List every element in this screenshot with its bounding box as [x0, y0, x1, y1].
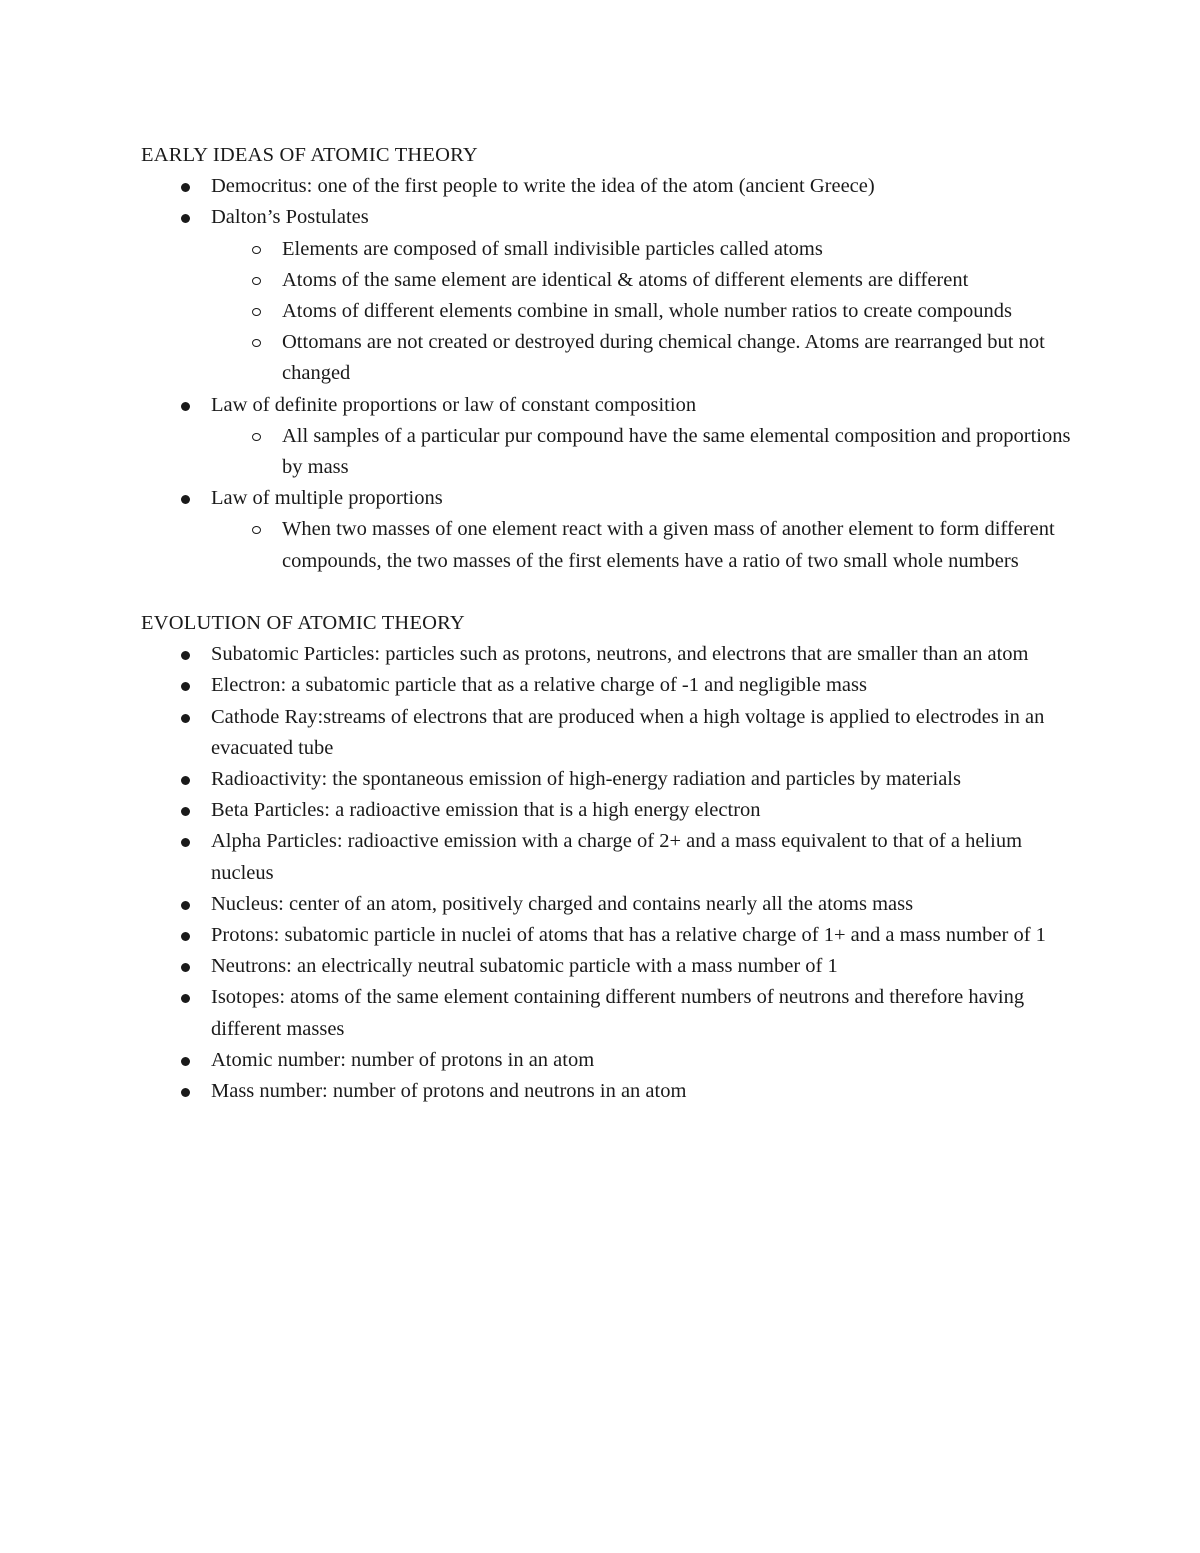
bullet-icon [181, 714, 190, 723]
list-item-text: Beta Particles: a radioactive emission that is a high energy electron [211, 799, 761, 822]
list-item [141, 889, 1071, 920]
list-item [141, 982, 1071, 1044]
bullet-icon [181, 651, 190, 660]
hollow-bullet-icon [252, 246, 261, 254]
sub-list-item [211, 296, 1071, 327]
bullet-icon [181, 807, 190, 816]
list-item-text: Dalton’s Postulates [211, 206, 369, 229]
hollow-bullet-icon [252, 433, 261, 441]
list-item [141, 483, 1071, 577]
bullet-icon [181, 682, 190, 691]
sub-list-item [211, 265, 1071, 296]
sub-list-item [211, 421, 1071, 483]
list-item-text: Democritus: one of the first people to write the idea of the atom (ancient Greece) [211, 175, 875, 198]
list-item-text: Alpha Particles: radioactive emission with a charge of 2+ and a mass equivalent to that of a helium nucleus [211, 830, 1023, 884]
bullet-icon [181, 1057, 190, 1066]
list-item-text: Nucleus: center of an atom, positively charged and contains nearly all the atoms mass [211, 892, 914, 915]
list-item [141, 390, 1071, 484]
bullet-icon [181, 495, 190, 504]
list-item-text: Subatomic Particles: particles such as protons, neutrons, and electrons that are smaller than an atom [211, 643, 1029, 666]
hollow-bullet-icon [252, 277, 261, 285]
bullet-icon [181, 838, 190, 847]
bullet-icon [181, 183, 190, 192]
document-page [141, 140, 1071, 1107]
list-item-text: Radioactivity: the spontaneous emission of high-energy radiation and particles by materials [211, 768, 961, 791]
list-item-text: Atomic number: number of protons in an atom [211, 1048, 595, 1071]
hollow-bullet-icon [252, 526, 261, 534]
list-item [141, 1045, 1071, 1076]
section-heading: EVOLUTION OF ATOMIC THEORY [141, 612, 465, 635]
list-item [141, 202, 1071, 389]
list-item-text: Neutrons: an electrically neutral subatomic particle with a mass number of 1 [211, 955, 838, 978]
bullet-icon [181, 1088, 190, 1097]
hollow-bullet-icon [252, 339, 261, 347]
bullet-icon [181, 963, 190, 972]
sub-list-item-text: Atoms of the same element are identical & atoms of different elements are different [282, 268, 969, 291]
sub-list-item [211, 514, 1071, 576]
sub-list-item [211, 234, 1071, 265]
sub-list-item-text: Ottomans are not created or destroyed during chemical change. Atoms are rearranged but not changed [282, 331, 1045, 385]
list-item [141, 795, 1071, 826]
list-item [141, 920, 1071, 951]
hollow-bullet-icon [252, 308, 261, 316]
list-item [141, 702, 1071, 764]
bullet-list [141, 639, 1071, 1107]
bullet-list [141, 171, 1071, 577]
sub-list-item [211, 327, 1071, 389]
list-item [141, 639, 1071, 670]
sub-list-item-text: Atoms of different elements combine in small, whole number ratios to create compounds [282, 300, 1013, 323]
sub-list-item-text: Elements are composed of small indivisible particles called atoms [282, 237, 823, 260]
list-item-text: Protons: subatomic particle in nuclei of atoms that has a relative charge of 1+ and a mass number of 1 [211, 924, 1046, 947]
list-item [141, 826, 1071, 888]
bullet-icon [181, 901, 190, 910]
sub-list [211, 514, 1071, 576]
sub-list [211, 421, 1071, 483]
list-item-text: Isotopes: atoms of the same element containing different numbers of neutrons and therefore having different masses [211, 986, 1025, 1040]
list-item [141, 670, 1071, 701]
list-item-text: Law of multiple proportions [211, 487, 443, 510]
section-early-ideas [141, 140, 1071, 577]
section-heading: EARLY IDEAS OF ATOMIC THEORY [141, 144, 478, 166]
sub-list-item-text: When two masses of one element react with a given mass of another element to form different compounds, the two masses of the first elements have a ratio of two small whole numbers [282, 518, 1055, 572]
list-item [141, 171, 1071, 202]
list-item [141, 1076, 1071, 1107]
list-item [141, 951, 1071, 982]
section-evolution [141, 608, 1071, 1107]
bullet-icon [181, 994, 190, 1003]
bullet-icon [181, 214, 190, 223]
bullet-icon [181, 932, 190, 941]
bullet-icon [181, 776, 190, 785]
list-item-text: Cathode Ray:streams of electrons that are produced when a high voltage is applied to electrodes in an evacuated tube [211, 705, 1045, 759]
list-item [141, 764, 1071, 795]
list-item-text: Mass number: number of protons and neutrons in an atom [211, 1080, 687, 1103]
sub-list [211, 234, 1071, 390]
list-item-text: Electron: a subatomic particle that as a relative charge of -1 and negligible mass [211, 674, 867, 697]
sub-list-item-text: All samples of a particular pur compound have the same elemental composition and proportions by mass [282, 424, 1071, 479]
bullet-icon [181, 402, 190, 411]
list-item-text: Law of definite proportions or law of constant composition [211, 393, 697, 416]
